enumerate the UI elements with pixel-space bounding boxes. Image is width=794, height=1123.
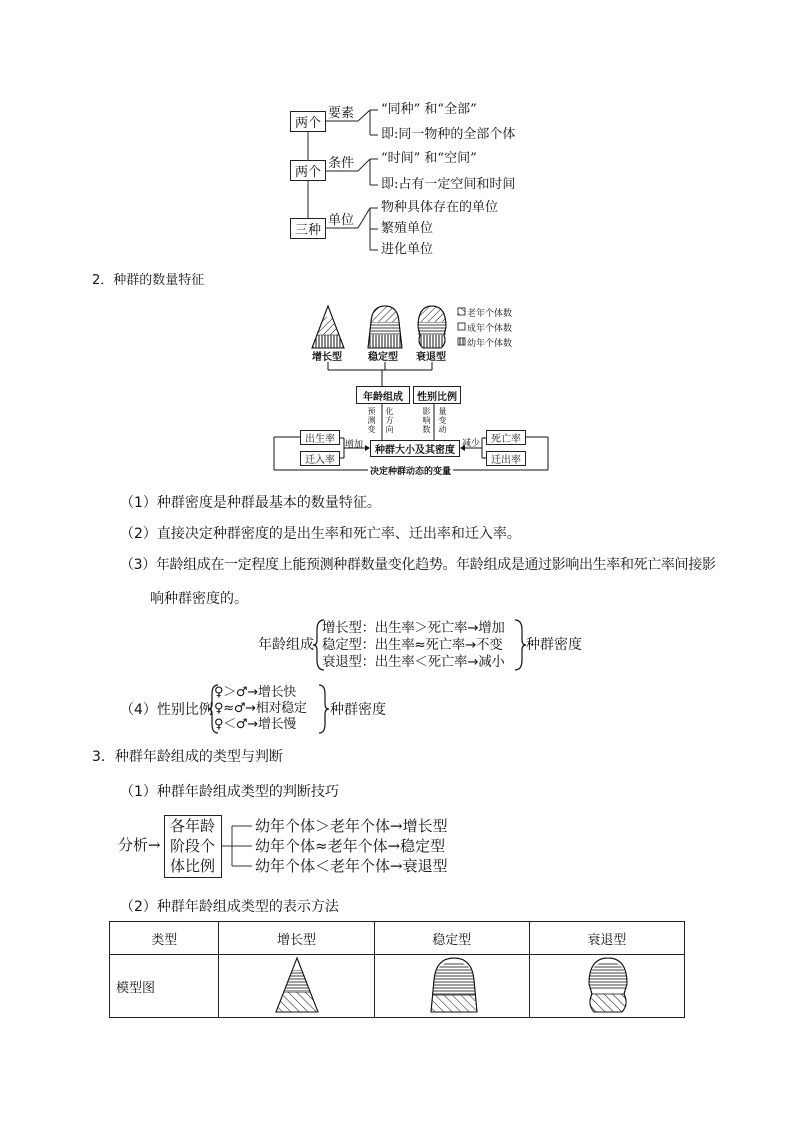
ratio-box-line: 体比例	[170, 857, 216, 875]
point-2: （2）直接决定种群密度的是出生率和死亡率、迁出率和迁入率。	[120, 526, 521, 542]
sex-arrow-label: 量变动	[438, 407, 447, 434]
age-formula-right: 种群密度	[526, 637, 582, 653]
subheading: （1）种群年龄组成类型的判断技巧	[120, 784, 339, 800]
age-formula-left: 年龄组成	[258, 637, 314, 653]
table-header: 增长型	[219, 922, 374, 955]
legend-old: 老年个体数	[467, 309, 513, 319]
type-growth: 增长型	[312, 352, 342, 363]
immigration-rate-box: 迁入率	[300, 451, 340, 466]
dynamic-variable-label: 决定种群动态的变量	[368, 464, 453, 480]
point-3-cont: 响种群密度的。	[150, 591, 248, 607]
sex-formula-row: ♀≈♂→相对稳定	[214, 701, 307, 716]
unit-item: 进化单位	[381, 242, 434, 257]
birth-rate-box: 出生率	[300, 430, 340, 445]
section-heading: 2．种群的数量特征	[92, 273, 205, 288]
sex-formula-row: ♀＞♂→增长快	[214, 685, 296, 700]
death-rate-box: 死亡率	[486, 430, 526, 445]
analyze-label: 分析→	[118, 836, 161, 854]
sex-formula-right: 种群密度	[330, 702, 386, 718]
emigration-rate-box: 迁出率	[486, 451, 526, 466]
condition-box: 两个	[290, 160, 326, 181]
unit-box: 三种	[290, 218, 326, 239]
age-formula-row: 增长型：出生率＞死亡率→增加	[322, 620, 505, 636]
condition-item: 即:占有一定空间和时间	[381, 177, 516, 192]
age-structure-box: 年龄组成	[356, 386, 410, 404]
age-formula-row: 衰退型：出生率＜死亡率→减小	[322, 654, 505, 670]
age-arrow-label: 化方向	[385, 407, 394, 434]
condition-item: “时间” 和“空间”	[381, 151, 477, 166]
type-decline: 衰退型	[416, 352, 446, 363]
table-row-label: 模型图	[110, 955, 219, 1018]
ratio-box-line: 各年龄	[170, 817, 216, 835]
judgment-row: 幼年个体＞老年个体→增长型	[255, 817, 448, 835]
type-stable: 稳定型	[368, 352, 398, 363]
sex-arrow-label: 影响数	[422, 407, 431, 434]
element-item: “同种” 和“全部”	[381, 102, 477, 117]
section-heading: 3．种群年龄组成的类型与判断	[92, 749, 283, 765]
subheading: （2）种群年龄组成类型的表示方法	[120, 899, 339, 915]
element-label: 要素	[328, 106, 355, 121]
judgment-row: 幼年个体＜老年个体→衰退型	[255, 857, 448, 875]
table-header: 稳定型	[374, 922, 529, 955]
age-arrow-label: 预测变	[367, 407, 376, 434]
age-formula-row: 稳定型：出生率≈死亡率→不变	[322, 637, 503, 653]
table-header: 类型	[110, 922, 219, 955]
unit-label: 单位	[328, 213, 355, 228]
legend-adult: 成年个体数	[467, 324, 513, 334]
population-density-box: 种群大小及其密度	[370, 440, 460, 457]
condition-label: 条件	[328, 156, 355, 171]
legend-young: 幼年个体数	[467, 339, 513, 349]
decrease-label: 减少	[462, 439, 481, 449]
unit-item: 物种具体存在的单位	[381, 200, 499, 215]
table-header: 衰退型	[529, 922, 684, 955]
point-3: （3）年龄组成在一定程度上能预测种群数量变化趋势。年龄组成是通过影响出生率和死亡率间接影	[120, 557, 716, 573]
ratio-box-line: 阶段个	[170, 837, 216, 855]
increase-label: 增加	[345, 440, 364, 450]
unit-item: 繁殖单位	[381, 221, 434, 236]
element-box: 两个	[290, 111, 326, 132]
point-1: （1）种群密度是种群最基本的数量特征。	[120, 495, 381, 511]
judgment-row: 幼年个体≈老年个体→稳定型	[255, 837, 446, 855]
sex-formula-row: ♀＜♂→增长慢	[214, 717, 296, 732]
sex-ratio-box: 性别比例	[413, 386, 461, 404]
element-item: 即:同一物种的全部个体	[381, 127, 516, 142]
sex-formula-left: （4）性别比例	[120, 702, 213, 718]
